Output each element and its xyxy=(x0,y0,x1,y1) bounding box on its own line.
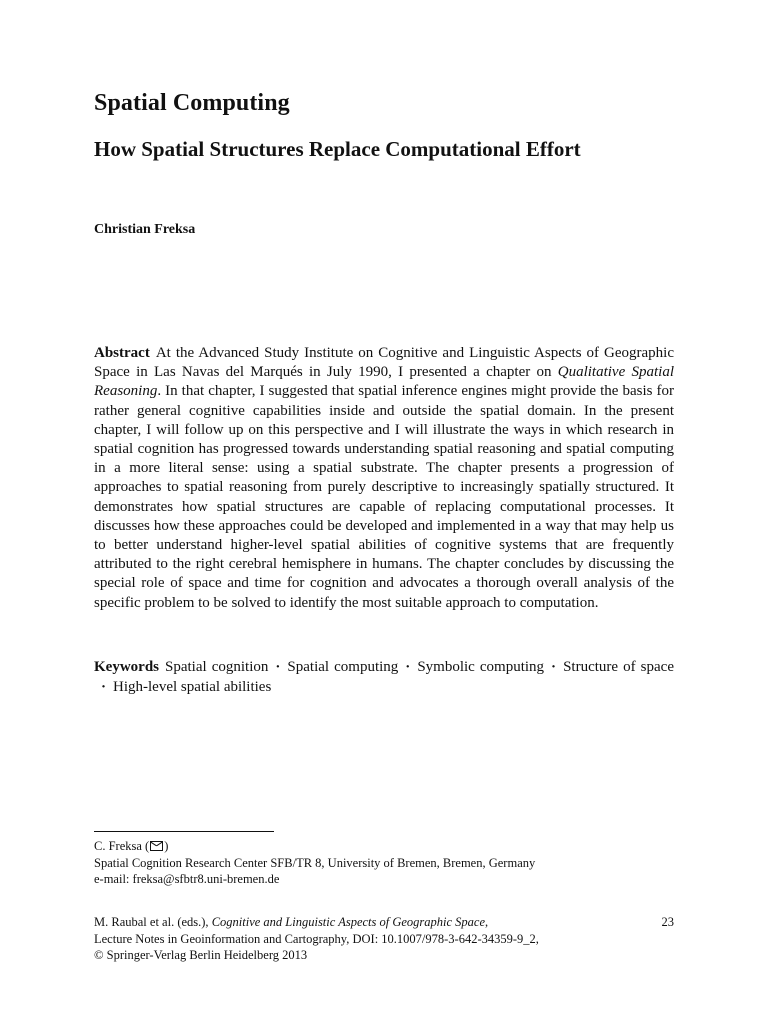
citation-line-3: © Springer-Verlag Berlin Heidelberg 2013 xyxy=(94,948,308,962)
abstract-paragraph xyxy=(94,344,674,613)
citation-book-title: Cognitive and Linguistic Aspects of Geographic Space xyxy=(211,915,486,929)
footnote-author-suffix: ) xyxy=(164,839,169,853)
chapter-title: Spatial Computing xyxy=(94,90,290,116)
keyword-separator: · xyxy=(405,659,411,675)
footnote-author-name: C. Freksa ( xyxy=(94,839,150,853)
author-name: Christian Freksa xyxy=(94,222,196,237)
keyword-item: High-level spatial abilities xyxy=(113,678,272,695)
abstract-text-part1: At the Advanced Study Institute on Cognitive and Linguistic Aspects of Geographic Space in Las Navas del Marqués in July 1990, I presented a chapter on xyxy=(94,345,674,381)
paper-page xyxy=(94,0,674,1024)
citation-comma: , xyxy=(485,915,489,929)
keyword-separator: · xyxy=(551,659,557,675)
keywords-label: Keywords xyxy=(94,659,159,675)
abstract-label: Abstract xyxy=(94,345,150,361)
citation-line-1 xyxy=(94,914,674,931)
keyword-item: Spatial computing xyxy=(287,659,399,675)
keywords-paragraph xyxy=(94,658,674,697)
envelope-icon xyxy=(150,841,163,851)
keyword-item: Structure of space xyxy=(563,659,674,675)
citation-line-2: Lecture Notes in Geoinformation and Cartography, DOI: 10.1007/978-3-642-34359-9_2, xyxy=(94,931,539,946)
footnote-affiliation: Spatial Cognition Research Center SFB/TR 8, University of Bremen, Bremen, Germany xyxy=(94,855,536,870)
footnote-rule xyxy=(94,831,274,832)
page-number: 23 xyxy=(661,915,674,929)
footnote-email: e-mail: freksa@sfbtr8.uni-bremen.de xyxy=(94,872,280,886)
keyword-separator: · xyxy=(275,659,281,675)
keyword-item: Spatial cognition xyxy=(165,659,269,675)
footnote xyxy=(94,838,674,888)
chapter-subtitle: How Spatial Structures Replace Computational Effort xyxy=(94,137,581,161)
abstract-italic-title: Qualitative Spatial Reasoning xyxy=(94,364,674,400)
citation-block xyxy=(94,914,674,964)
abstract-text-part2: . In that chapter, I suggested that spatial inference engines might provide the basis for rather general cognitive capabilities inside and outside the spatial domain. In the present chapter, I will follow up on this perspective and I will illustrate the ways in which research in spatial cognition has progressed towards understanding spatial reasoning and spatial computing in a more literal sense: using a spatial substrate. The chapter presents a progression of approaches to spatial reasoning from purely descriptive to increasingly spatially structured. It demonstrates how spatial structures are capable of replacing computational processes. It discusses how these approaches could be developed and implemented in a way that may help us to better understand higher-level spatial abilities of cognitive systems that are frequently attributed to the right cerebral hemisphere in humans. The chapter concludes by discussing the special role of space and time for cognition and advocates a thorough overall analysis of the specific problem to be solved to identify the most suitable approach to computation. xyxy=(94,383,674,611)
footnote-author-line xyxy=(94,838,674,855)
citation-editors: M. Raubal et al. (eds.), xyxy=(94,915,212,929)
keyword-separator: · xyxy=(101,678,107,695)
keyword-item: Symbolic computing xyxy=(417,659,545,675)
